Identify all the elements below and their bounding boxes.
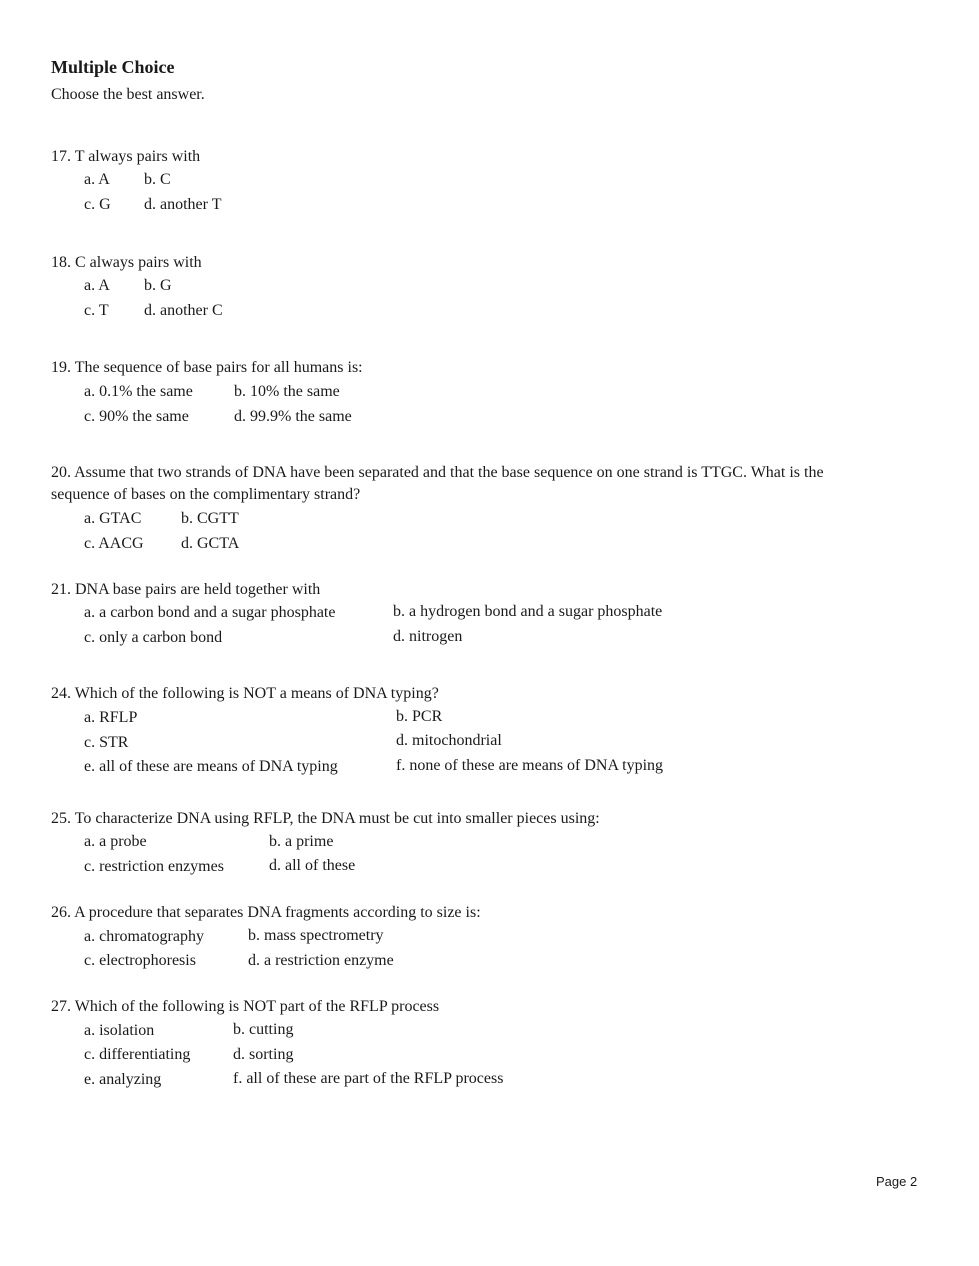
question-18-option-a: a. A (84, 277, 110, 294)
question-24-option-e: e. all of these are means of DNA typing (84, 758, 338, 775)
question-25-option-a: a. a probe (84, 833, 147, 850)
question-27-option-e: e. analyzing (84, 1071, 162, 1088)
question-20-stem-line2: sequence of bases on the complimentary strand? (51, 486, 361, 503)
question-27-option-f: f. all of these are part of the RFLP process (233, 1070, 504, 1087)
question-21-option-d: d. nitrogen (393, 628, 463, 645)
question-26-option-a: a. chromatography (84, 928, 204, 945)
question-17-option-a: a. A (84, 171, 110, 188)
question-26-option-d: d. a restriction enzyme (248, 952, 394, 969)
question-20-option-b: b. CGTT (181, 510, 239, 527)
question-21-option-a: a. a carbon bond and a sugar phosphate (84, 604, 336, 621)
question-24-stem: 24. Which of the following is NOT a means of DNA typing? (51, 685, 439, 702)
question-17-option-b: b. C (144, 171, 171, 188)
question-20-option-c: c. AACG (84, 535, 144, 552)
question-19-option-d: d. 99.9% the same (234, 408, 352, 425)
question-20-option-a: a. GTAC (84, 510, 142, 527)
question-25-option-d: d. all of these (269, 857, 356, 874)
question-27-option-c: c. differentiating (84, 1046, 191, 1063)
question-19-option-b: b. 10% the same (234, 383, 340, 400)
question-24-option-a: a. RFLP (84, 709, 138, 726)
question-26-option-c: c. electrophoresis (84, 952, 196, 969)
question-17-option-c: c. G (84, 196, 111, 213)
question-24-option-d: d. mitochondrial (396, 732, 502, 749)
question-17-option-d: d. another T (144, 196, 222, 213)
question-20-option-d: d. GCTA (181, 535, 240, 552)
question-19-option-a: a. 0.1% the same (84, 383, 193, 400)
question-21-option-c: c. only a carbon bond (84, 629, 223, 646)
question-24-option-f: f. none of these are means of DNA typing (396, 757, 664, 774)
question-17-stem: 17. T always pairs with (51, 148, 201, 165)
question-27-stem: 27. Which of the following is NOT part of the RFLP process (51, 998, 440, 1015)
question-24-option-c: c. STR (84, 734, 129, 751)
section-heading: Multiple Choice (51, 57, 175, 77)
question-19-option-c: c. 90% the same (84, 408, 189, 425)
question-18-option-d: d. another C (144, 302, 223, 319)
question-27-option-d: d. sorting (233, 1046, 294, 1063)
question-24-option-b: b. PCR (396, 708, 443, 725)
question-21-option-b: b. a hydrogen bond and a sugar phosphate (393, 603, 663, 620)
question-26-option-b: b. mass spectrometry (248, 927, 384, 944)
question-18-stem: 18. C always pairs with (51, 254, 202, 271)
instructions: Choose the best answer. (51, 86, 205, 103)
question-27-option-b: b. cutting (233, 1021, 294, 1038)
page-number: Page 2 (876, 1174, 918, 1189)
question-18-option-c: c. T (84, 302, 109, 319)
question-19-stem: 19. The sequence of base pairs for all humans is: (51, 359, 363, 376)
question-20-stem-line1: 20. Assume that two strands of DNA have been separated and that the base sequence on one strand is TTGC. What is the (51, 464, 824, 481)
question-26-stem: 26. A procedure that separates DNA fragments according to size is: (51, 904, 481, 921)
question-27-option-a: a. isolation (84, 1022, 155, 1039)
question-25-option-c: c. restriction enzymes (84, 858, 224, 875)
question-21-stem: 21. DNA base pairs are held together with (51, 581, 321, 598)
question-18-option-b: b. G (144, 277, 172, 294)
question-25-option-b: b. a prime (269, 833, 334, 850)
question-25-stem: 25. To characterize DNA using RFLP, the DNA must be cut into smaller pieces using: (51, 810, 600, 827)
